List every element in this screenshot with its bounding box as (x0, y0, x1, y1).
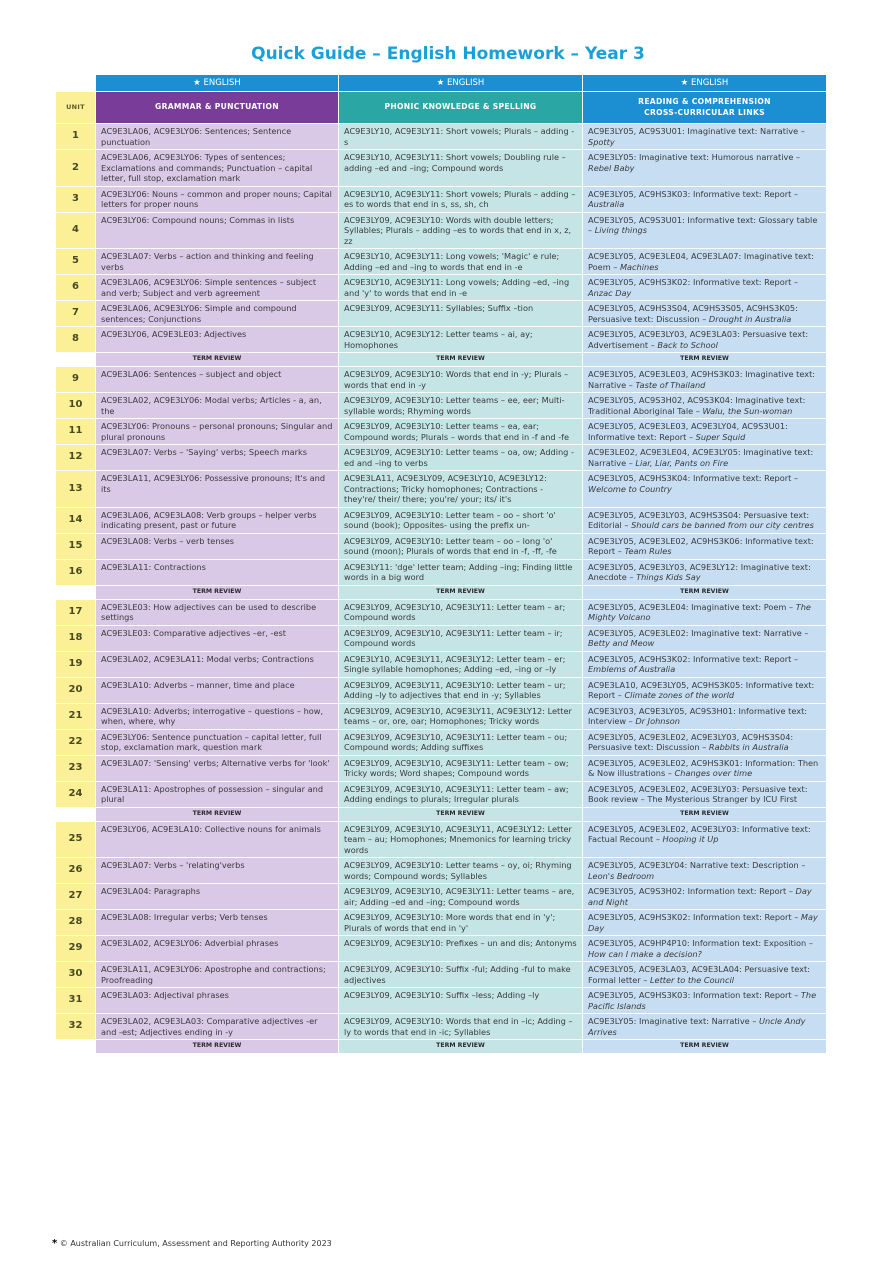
unit-row (56, 936, 827, 962)
reading-cell (583, 212, 827, 249)
unit-row (56, 249, 827, 275)
term-review-label: TERM REVIEW (96, 585, 339, 599)
term-review-row (56, 585, 827, 599)
phonic-cell: AC9E3LY09, AC9E3LY10, AC9E3LY11, AC9E3LY12: Letter team – au; Homophones; Mnemonics for learning tricky words (339, 821, 583, 858)
reading-title: Super Squid (695, 431, 746, 442)
unit-number: 4 (56, 212, 96, 249)
english-label: ★ ENGLISH (583, 75, 827, 92)
unit-row (56, 962, 827, 988)
reading-cell (583, 729, 827, 755)
grammar-cell: AC9E3LY06: Nouns – common and proper nouns; Capital letters for proper nouns (96, 186, 339, 212)
reading-cell (583, 275, 827, 301)
reading-title: Day and Night (588, 886, 812, 907)
blank-cell (56, 1040, 96, 1054)
unit-row (56, 212, 827, 249)
unit-number: 11 (56, 419, 96, 445)
unit-number: 1 (56, 124, 96, 150)
copyright-footer (52, 1238, 332, 1249)
reading-cell (583, 651, 827, 677)
reading-title: May Day (588, 912, 818, 933)
unit-number: 25 (56, 821, 96, 858)
reading-title: Rabbits in Australia (708, 742, 789, 752)
unit-row (56, 729, 827, 755)
reading-text: AC9E3LY03, AC9E3LY05, AC9S3H01: Informative text: Interview – (588, 705, 808, 726)
term-review-label: TERM REVIEW (339, 585, 583, 599)
phonic-cell: AC9E3LY09, AC9E3LY10: Words that end in -y; Plurals –words that end in -y (339, 367, 583, 393)
unit-row (56, 1014, 827, 1040)
unit-row (56, 781, 827, 807)
reading-text: AC9E3LY05, AC9HS3K02: Informative text: Report – (588, 653, 798, 664)
blank-cell (56, 75, 96, 92)
unit-number: 2 (56, 150, 96, 187)
reading-cell (583, 781, 827, 807)
reading-text: AC9E3LY05, AC9E3LE03, AC9E3LY04, AC9S3U01: Informative text: Report – (588, 421, 788, 442)
reading-title: Anzac Day (588, 287, 632, 298)
reading-title: Living things (594, 225, 647, 235)
reading-text: AC9E3LY05, AC9E3LE02, AC9HS3K06: Informative text: Report – (588, 535, 814, 556)
unit-row (56, 327, 827, 353)
unit-number: 16 (56, 559, 96, 585)
reading-title: Machines (619, 261, 659, 272)
phonic-cell: AC9E3LY10, AC9E3LY11: Short vowels; Plurals – adding -s (339, 124, 583, 150)
phonic-cell: AC9E3LY09, AC9E3LY10: More words that end in 'y'; Plurals of words that end in 'y' (339, 910, 583, 936)
unit-row (56, 367, 827, 393)
reading-cell (583, 124, 827, 150)
phonic-cell: AC9E3LY09, AC9E3LY10: Words that end in –ic; Adding –ly to words that end in -ic; Syllables (339, 1014, 583, 1040)
grammar-cell: AC9E3LA11: Contractions (96, 559, 339, 585)
phonic-cell: AC9E3LY10, AC9E3LY11: Short vowels; Plurals – adding –es to words that end in s, ss, sh, ch (339, 186, 583, 212)
reading-text: AC9E3LY05, AC9S3H02, AC9S3K04: Imaginative text: Traditional Aboriginal Tale – (588, 395, 806, 416)
phonic-cell: AC9E3LY09, AC9E3LY10, AC9E3LY11: Letter team – ir; Compound words (339, 625, 583, 651)
reading-cell (583, 936, 827, 962)
unit-row (56, 419, 827, 445)
phonic-cell: AC9E3LY09, AC9E3LY10: Letter team – oo – short 'o' sound (book); Opposites- using the prefix un- (339, 507, 583, 533)
phonic-cell: AC9E3LY09, AC9E3LY10: Letter teams – ea, ear; Compound words; Plurals – words that end in -f and -fe (339, 419, 583, 445)
phonic-cell: AC9E3LY10, AC9E3LY11: Long vowels; 'Magic' e rule; Adding –ed and –ing to words that end in -e (339, 249, 583, 275)
unit-number: 23 (56, 755, 96, 781)
unit-number: 30 (56, 962, 96, 988)
grammar-cell: AC9E3LA08: Irregular verbs; Verb tenses (96, 910, 339, 936)
reading-title: Climate zones of the world (624, 690, 735, 700)
term-review-label: TERM REVIEW (96, 353, 339, 367)
phonic-cell: AC9E3LY09, AC9E3LY10, AC9E3LY11: Letter team – aw; Adding endings to plurals; Irregular plurals (339, 781, 583, 807)
reading-cell (583, 445, 827, 471)
unit-number: 32 (56, 1014, 96, 1040)
reading-text: AC9E3LY05, AC9E3LE02, AC9E3LY03, AC9HS3S04: Persuasive text: Discussion – (588, 731, 794, 752)
reading-cell (583, 884, 827, 910)
unit-number: 6 (56, 275, 96, 301)
phonic-cell: AC9E3LY09, AC9E3LY11: Syllables; Suffix –tion (339, 301, 583, 327)
unit-number: 17 (56, 599, 96, 625)
unit-row (56, 533, 827, 559)
unit-number: 22 (56, 729, 96, 755)
phonic-cell: AC9E3LY09, AC9E3LY10, AC9E3LY11, AC9E3LY12: Letter teams – or, ore, oar; Homophones; Tricky words (339, 703, 583, 729)
phonic-cell: AC9E3LY11: 'dge' letter team; Adding –ing; Finding little words in a big word (339, 559, 583, 585)
unit-row (56, 275, 827, 301)
reading-text: AC9E3LY05, AC9HS3K02: Informative text: Report – (588, 277, 798, 287)
reading-cell (583, 755, 827, 781)
phonic-cell: AC9E3LY09, AC9E3LY10: Letter teams – oy, oi; Rhyming words; Compound words; Syllables (339, 858, 583, 884)
unit-number: 31 (56, 988, 96, 1014)
grammar-cell: AC9E3LA06, AC9E3LY06: Simple and compound sentences; Conjunctions (96, 301, 339, 327)
grammar-cell: AC9E3LA07: Verbs – 'relating'verbs (96, 858, 339, 884)
phonic-cell: AC9E3LY09, AC9E3LY10: Letter teams – ee, eer; Multi-syllable words; Rhyming words (339, 393, 583, 419)
term-review-label: TERM REVIEW (583, 1040, 827, 1054)
term-review-label: TERM REVIEW (96, 1040, 339, 1054)
unit-row (56, 755, 827, 781)
reading-text: AC9E3LY05, AC9E3LE02, AC9E3LY03: Informative text: Factual Recount – (588, 823, 811, 844)
reading-cell (583, 962, 827, 988)
unit-number: 19 (56, 651, 96, 677)
unit-number: 24 (56, 781, 96, 807)
unit-number: 12 (56, 445, 96, 471)
grammar-cell: AC9E3LY06, AC9E3LE03: Adjectives (96, 327, 339, 353)
reading-title: Taste of Thailand (635, 379, 706, 390)
reading-cell (583, 301, 827, 327)
reading-title: The Mighty Volcano (588, 601, 811, 622)
reading-title: Liar, Liar, Pants on Fire (635, 457, 729, 468)
reading-text: AC9E3LY05, AC9S3H02: Information text: Report – (588, 886, 796, 896)
unit-row (56, 651, 827, 677)
unit-number: 26 (56, 858, 96, 884)
phonic-cell: AC9E3LY09, AC9E3LY10: Letter team – oo – long 'o' sound (moon); Plurals of words that end in -f, -ff, -fe (339, 533, 583, 559)
unit-number: 18 (56, 625, 96, 651)
unit-row (56, 507, 827, 533)
reading-title: The Pacific Islands (588, 990, 817, 1011)
grammar-cell: AC9E3LY06: Compound nouns; Commas in lists (96, 212, 339, 249)
term-review-label: TERM REVIEW (583, 807, 827, 821)
reading-text: AC9E3LY05: Imaginative text: Humorous narrative – (588, 152, 801, 162)
reading-title: Australia (588, 199, 625, 209)
reading-text: AC9E3LY05, AC9HS3K03: Informative text: Report – (588, 188, 798, 199)
reading-cell (583, 507, 827, 533)
phonic-cell: AC9E3LY09, AC9E3LY10, AC9E3LY11: Letter team – ou; Compound words; Adding suffixes (339, 729, 583, 755)
term-review-row (56, 807, 827, 821)
reading-title: Leon's Bedroom (588, 870, 655, 881)
reading-text: AC9E3LY05, AC9E3LY03, AC9E3LA03: Persuasive text: Advertisement – (588, 329, 809, 350)
reading-text: AC9E3LY05, AC9E3LY03, AC9E3LY12: Imaginative text: Anecdote – (588, 561, 811, 582)
reading-cell (583, 533, 827, 559)
reading-cell (583, 1014, 827, 1040)
subject-header-row (56, 75, 827, 92)
unit-number: 15 (56, 533, 96, 559)
reading-cell (583, 599, 827, 625)
unit-number: 8 (56, 327, 96, 353)
homework-table (55, 74, 827, 1054)
grammar-cell: AC9E3LA11, AC9E3LY06: Apostrophe and contractions; Proofreading (96, 962, 339, 988)
reading-cell (583, 559, 827, 585)
reading-title: Letter to the Council (649, 974, 735, 985)
unit-row (56, 471, 827, 508)
phonic-cell: AC9E3LY09, AC9E3LY10: Suffix –less; Adding –ly (339, 988, 583, 1014)
reading-cell (583, 249, 827, 275)
copyright-text: © Australian Curriculum, Assessment and Reporting Authority 2023 (59, 1239, 332, 1248)
grammar-cell: AC9E3LA06, AC9E3LY06: Simple sentences – subject and verb; Subject and verb agreement (96, 275, 339, 301)
reading-cell (583, 703, 827, 729)
reading-cell (583, 677, 827, 703)
unit-row (56, 559, 827, 585)
term-review-row (56, 353, 827, 367)
reading-cell (583, 471, 827, 508)
unit-number: 9 (56, 367, 96, 393)
grammar-cell: AC9E3LA06, AC9E3LA08: Verb groups – helper verbs indicating present, past or future (96, 507, 339, 533)
grammar-cell: AC9E3LA11: Apostrophes of possession – singular and plural (96, 781, 339, 807)
grammar-cell: AC9E3LA07: Verbs – 'Saying' verbs; Speech marks (96, 445, 339, 471)
grammar-cell: AC9E3LA02, AC9E3LA03: Comparative adjectives -er and -est; Adjectives ending in -y (96, 1014, 339, 1040)
reading-cell (583, 625, 827, 651)
unit-row (56, 301, 827, 327)
grammar-cell: AC9E3LE03: Comparative adjectives –er, -est (96, 625, 339, 651)
reading-title: Back to School (657, 339, 718, 350)
reading-title: Team Rules (624, 546, 672, 556)
reading-text: AC9E3LY05, AC9E3LE04: Imaginative text: Poem – (588, 601, 796, 612)
unit-row (56, 124, 827, 150)
term-review-label: TERM REVIEW (583, 585, 827, 599)
grammar-cell: AC9E3LY06, AC9E3LA10: Collective nouns for animals (96, 821, 339, 858)
reading-text: AC9E3LY05, AC9HS3K04: Informative text: Report – (588, 473, 798, 483)
reading-cell (583, 150, 827, 187)
unit-row (56, 393, 827, 419)
grammar-cell: AC9E3LA11, AC9E3LY06: Possessive pronouns; It's and its (96, 471, 339, 508)
unit-header: UNIT (56, 92, 96, 124)
term-review-row (56, 1040, 827, 1054)
reading-text: AC9E3LY05, AC9E3LE02, AC9HS3K01: Information: Then & Now illustrations – (588, 757, 819, 778)
reading-cell (583, 186, 827, 212)
reading-title: Walu, the Sun-woman (702, 405, 793, 416)
blank-cell (56, 807, 96, 821)
reading-text: AC9E3LY05, AC9E3LA03, AC9E3LA04: Persuasive text: Formal letter – (588, 964, 810, 985)
grammar-cell: AC9E3LA06, AC9E3LY06: Sentences; Sentence punctuation (96, 124, 339, 150)
reading-text: AC9E3LY05: Imaginative text: Narrative – (588, 1016, 760, 1026)
reading-text: AC9E3LY05, AC9HS3K02: Information text: Report – (588, 912, 801, 922)
unit-number: 14 (56, 507, 96, 533)
grammar-cell: AC9E3LA02, AC9E3LY06: Modal verbs; Articles - a, an, the (96, 393, 339, 419)
unit-row (56, 821, 827, 858)
unit-row (56, 703, 827, 729)
unit-number: 5 (56, 249, 96, 275)
term-review-label: TERM REVIEW (339, 807, 583, 821)
term-review-label: TERM REVIEW (339, 1040, 583, 1054)
reading-title: How can I make a decision? (588, 948, 702, 959)
phonic-cell: AC9E3LY09, AC9E3LY10, AC9E3LY11: Letter teams – are, air; Adding –ed and –ing; Compound words (339, 884, 583, 910)
unit-row (56, 445, 827, 471)
reading-cell (583, 393, 827, 419)
english-label: ★ ENGLISH (339, 75, 583, 92)
reading-text: AC9E3LY05, AC9HP4P10: Information text: Exposition – (588, 938, 813, 948)
reading-title: Uncle Andy Arrives (588, 1016, 806, 1037)
page-title: Quick Guide – English Homework – Year 3 (251, 44, 645, 64)
reading-title: Dr Johnson (635, 716, 680, 726)
reading-title: Should cars be banned from our city centres (631, 520, 814, 530)
phonic-cell: AC9E3LA11, AC9E3LY09, AC9E3LY10, AC9E3LY12: Contractions; Tricky homophones; Contractions - they're/ their/ there; you're/ your; its/ it's (339, 471, 583, 508)
unit-number: 28 (56, 910, 96, 936)
unit-row (56, 858, 827, 884)
reading-text: AC9E3LY05, AC9E3LY04: Narrative text: Description – (588, 860, 806, 870)
grammar-cell: AC9E3LA10: Adverbs; interrogative – questions – how, when, where, why (96, 703, 339, 729)
term-review-label: TERM REVIEW (339, 353, 583, 367)
reading-title: Hooping it Up (662, 834, 719, 844)
reading-text: AC9E3LY05, AC9S3U01: Informative text: Glossary table – (588, 214, 818, 235)
reading-text: AC9E3LY05, AC9S3U01: Imaginative text: Narrative – (588, 126, 805, 136)
phonic-cell: AC9E3LY09, AC9E3LY10: Suffix -ful; Adding -ful to make adjectives (339, 962, 583, 988)
reading-cell (583, 367, 827, 393)
reading-text: AC9E3LE02, AC9E3LE04, AC9E3LY05: Imaginative text: Narrative – (588, 447, 814, 468)
unit-number: 10 (56, 393, 96, 419)
unit-row (56, 988, 827, 1014)
phonic-cell: AC9E3LY09, AC9E3LY10, AC9E3LY11: Letter team – ar; Compound words (339, 599, 583, 625)
reading-title: Welcome to Country (588, 483, 672, 494)
reading-cell (583, 910, 827, 936)
phonic-cell: AC9E3LY10, AC9E3LY11, AC9E3LY12: Letter team – er; Single syllable homophones; Adding –ed, –ing or –ly (339, 651, 583, 677)
grammar-cell: AC9E3LA06: Sentences – subject and object (96, 367, 339, 393)
phonic-cell: AC9E3LY10, AC9E3LY11: Long vowels; Adding –ed, –ing and 'y' to words that end in -e (339, 275, 583, 301)
footnote-star: * (52, 1238, 58, 1249)
phonic-cell: AC9E3LY09, AC9E3LY11, AC9E3LY10: Letter team – ur; Adding –ly to adjectives that end in -y; Syllables (339, 677, 583, 703)
unit-row (56, 625, 827, 651)
reading-cell (583, 858, 827, 884)
reading-cell (583, 419, 827, 445)
reading-cell (583, 821, 827, 858)
grammar-cell: AC9E3LY06: Sentence punctuation – capital letter, full stop, exclamation mark, question mark (96, 729, 339, 755)
phonic-cell: AC9E3LY09, AC9E3LY10: Letter teams – oa, ow; Adding -ed and –ing to verbs (339, 445, 583, 471)
unit-row (56, 677, 827, 703)
phonic-header: PHONIC KNOWLEDGE & SPELLING (339, 92, 583, 124)
term-review-label: TERM REVIEW (96, 807, 339, 821)
reading-text: AC9E3LY05, AC9E3LE02, AC9E3LY03: Persuasive text: Book review – The Mysterious Stranger by ICU First (588, 783, 808, 804)
phonic-cell: AC9E3LY10, AC9E3LY11: Short vowels; Doubling rule – adding –ed and –ing; Compound words (339, 150, 583, 187)
blank-cell (56, 353, 96, 367)
blank-cell (56, 585, 96, 599)
unit-row (56, 599, 827, 625)
grammar-cell: AC9E3LA07: Verbs – action and thinking and feeling verbs (96, 249, 339, 275)
grammar-cell: AC9E3LA06, AC9E3LY06: Types of sentences; Exclamations and commands; Punctuation – capital letter, full stop, exclamation mark (96, 150, 339, 187)
grammar-cell: AC9E3LE03: How adjectives can be used to describe settings (96, 599, 339, 625)
reading-cell (583, 988, 827, 1014)
reading-text: AC9E3LY05, AC9E3LE04, AC9E3LA07: Imaginative text: Poem – (588, 251, 814, 272)
unit-row (56, 884, 827, 910)
grammar-cell: AC9E3LA02, AC9E3LA11: Modal verbs; Contractions (96, 651, 339, 677)
unit-number: 21 (56, 703, 96, 729)
reading-title: Changes over time (674, 768, 753, 778)
reading-text: AC9E3LY05, AC9E3LY03, AC9HS3S04: Persuasive text: Editorial – (588, 509, 810, 530)
grammar-cell: AC9E3LA07: 'Sensing' verbs; Alternative verbs for 'look' (96, 755, 339, 781)
unit-number: 20 (56, 677, 96, 703)
unit-number: 29 (56, 936, 96, 962)
reading-header (583, 92, 827, 124)
unit-number: 7 (56, 301, 96, 327)
phonic-cell: AC9E3LY09, AC9E3LY10: Words with double letters; Syllables; Plurals – adding –es to words that end in x, z, zz (339, 212, 583, 249)
reading-title: Spotty (588, 136, 615, 147)
grammar-cell: AC9E3LY06: Pronouns – personal pronouns; Singular and plural pronouns (96, 419, 339, 445)
grammar-cell: AC9E3LA02, AC9E3LY06: Adverbial phrases (96, 936, 339, 962)
reading-text: AC9E3LY05, AC9HS3S04, AC9HS3S05, AC9HS3K05: Persuasive text: Discussion – (588, 303, 798, 324)
phonic-cell: AC9E3LY10, AC9E3LY12: Letter teams – ai, ay; Homophones (339, 327, 583, 353)
reading-title: Drought in Australia (708, 313, 792, 324)
unit-row (56, 186, 827, 212)
unit-number: 13 (56, 471, 96, 508)
unit-number: 27 (56, 884, 96, 910)
reading-text: AC9E3LY05, AC9E3LE03, AC9HS3K03: Imaginative text: Narrative – (588, 369, 816, 390)
english-label: ★ ENGLISH (96, 75, 339, 92)
phonic-cell: AC9E3LY09, AC9E3LY10: Prefixes – un and dis; Antonyms (339, 936, 583, 962)
reading-title: Emblems of Australia (588, 664, 676, 674)
phonic-cell: AC9E3LY09, AC9E3LY10, AC9E3LY11: Letter team – ow; Tricky words; Word shapes; Compound words (339, 755, 583, 781)
column-header-row (56, 92, 827, 124)
reading-text: AC9E3LA10, AC9E3LY05, AC9HS3K05: Informative text: Report – (588, 679, 815, 700)
reading-title: Things Kids Say (636, 572, 701, 582)
term-review-label: TERM REVIEW (583, 353, 827, 367)
grammar-cell: AC9E3LA10: Adverbs – manner, time and place (96, 677, 339, 703)
reading-text: AC9E3LY05, AC9E3LE02: Imaginative text: Narrative – (588, 627, 809, 638)
grammar-cell: AC9E3LA08: Verbs – verb tenses (96, 533, 339, 559)
unit-number: 3 (56, 186, 96, 212)
reading-cell (583, 327, 827, 353)
grammar-cell: AC9E3LA04: Paragraphs (96, 884, 339, 910)
reading-text: AC9E3LY05, AC9HS3K03: Information text: Report – (588, 990, 801, 1000)
unit-row (56, 150, 827, 187)
grammar-cell: AC9E3LA03: Adjectival phrases (96, 988, 339, 1014)
grammar-header: GRAMMAR & PUNCTUATION (96, 92, 339, 124)
reading-header-line-2: CROSS-CURRICULAR LINKS (644, 107, 765, 117)
reading-title: Rebel Baby (588, 162, 635, 173)
reading-title: Betty and Meow (588, 638, 655, 648)
unit-row (56, 910, 827, 936)
reading-header-line-1: READING & COMPREHENSION (638, 97, 771, 106)
